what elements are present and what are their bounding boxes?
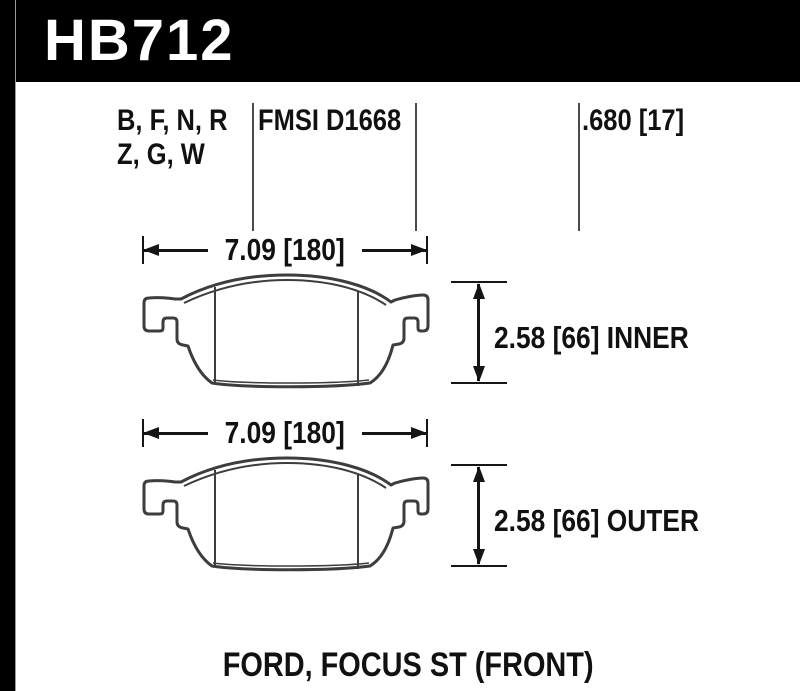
arrow-left-icon [144,249,208,252]
arrow-vertical-icon [477,284,480,381]
compound-codes-line1: B, F, N, R [117,104,228,137]
arrow-left-icon [144,432,208,435]
compound-codes [117,104,247,172]
vehicle-application-caption: FORD, FOCUS ST (FRONT) [223,646,594,684]
spec-divider-2 [415,103,417,231]
fmsi-number: FMSI D1668 [258,104,402,137]
compound-codes-line2: Z, G, W [117,138,205,171]
left-border-strip [0,0,16,691]
width-dimension-outer [142,416,428,450]
part-number: HB712 [44,8,235,73]
spec-divider-1 [252,103,254,231]
pad-outline-path [144,458,428,570]
spec-divider-3 [578,103,580,231]
brake-pad-drawing-outer [137,455,433,577]
width-dimension-inner [142,233,428,267]
pad-outline-path [144,275,428,387]
dimension-tick [451,565,507,567]
arrow-vertical-icon [477,467,480,564]
width-dimension-label-inner: 7.09 [180] [224,232,346,267]
height-dimension-label-inner: 2.58 [66] INNER [494,320,689,355]
height-dimension-label-outer: 2.58 [66] OUTER [494,503,700,538]
arrow-right-icon [362,249,426,252]
width-dimension-label-outer: 7.09 [180] [224,415,346,450]
dimension-tick [451,382,507,384]
pad-thickness: .680 [17] [582,104,685,137]
arrow-right-icon [362,432,426,435]
brake-pad-drawing-inner [137,272,433,394]
